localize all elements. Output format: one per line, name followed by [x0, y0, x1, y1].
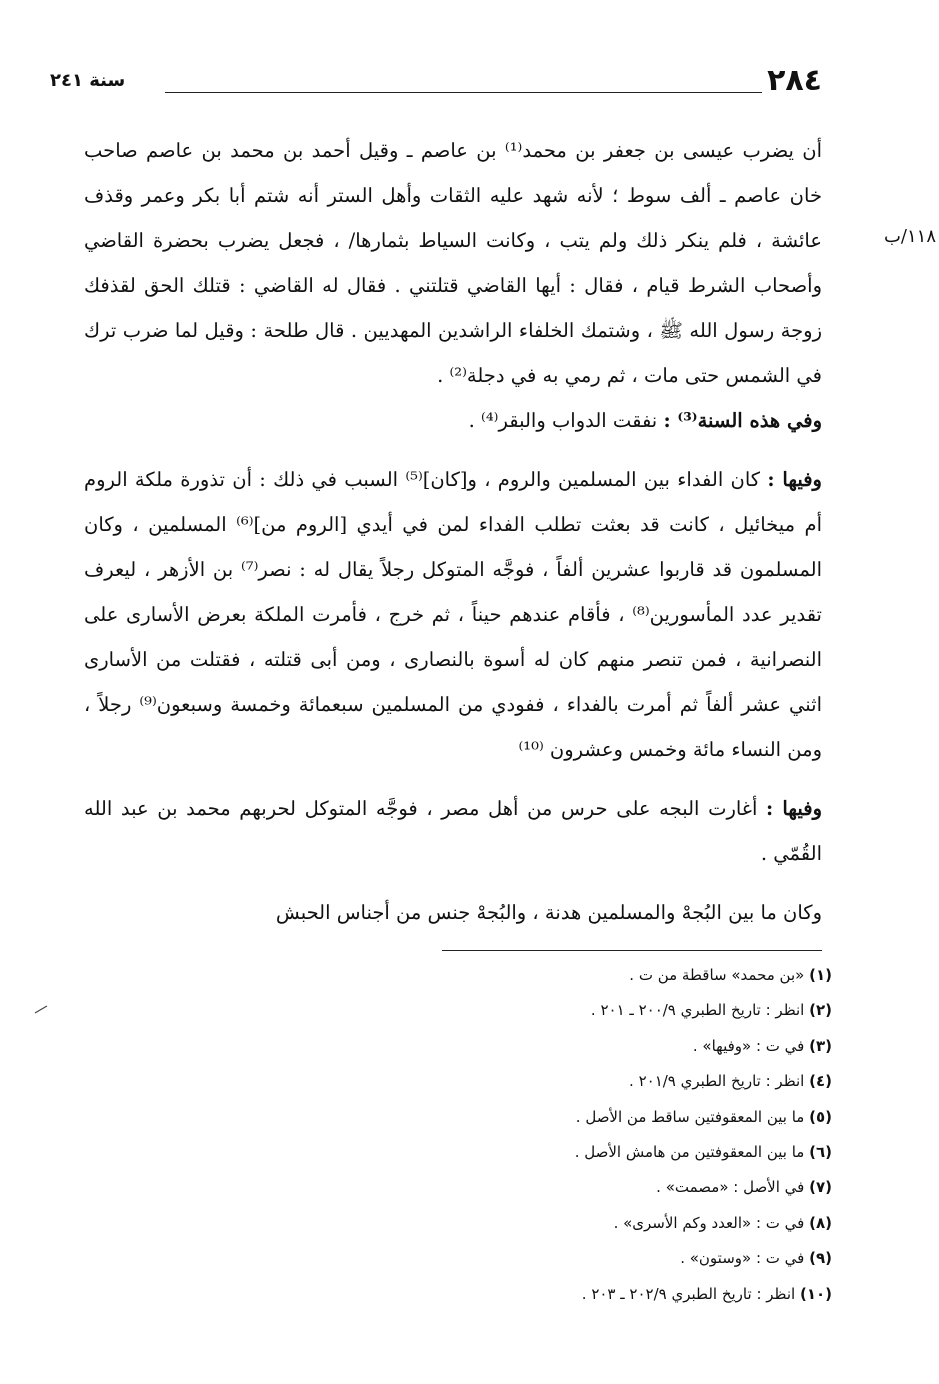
footnote — [420, 1170, 832, 1205]
paragraph-lead: وفيها : — [766, 797, 822, 820]
header-rule — [165, 92, 762, 93]
scan-mark-icon — [34, 1004, 48, 1014]
footnote-text: في ت : «وستون» . — [680, 1249, 805, 1268]
paragraph-lead: وفيها : — [767, 468, 822, 491]
paragraph-text: أغارت البجه على حرس من أهل مصر ، فوجَّه المتوكل لحربهم محمد بن عبد الله القُمّي . — [84, 797, 822, 865]
footnote-text: انظر : تاريخ الطبري ٢٠٠/٩ ـ ٢٠١ . — [590, 1001, 805, 1020]
footnote-number: (٤) — [809, 1072, 832, 1091]
footnote — [420, 1135, 832, 1170]
footnote-number: (٢) — [809, 1001, 832, 1020]
paragraph — [84, 890, 822, 935]
footnote-text: ما بين المعقوفتين من هامش الأصل . — [574, 1142, 805, 1161]
paragraph-text: وكان ما بين البُجهْ والمسلمين هدنة ، والبُجهْ جنس من أجناس الحبش — [275, 901, 822, 924]
page-number: ٢٨٤ — [767, 63, 822, 98]
footnote-text: ما بين المعقوفتين ساقط من الأصل . — [575, 1107, 805, 1126]
footnote — [420, 1206, 832, 1241]
footnote-number: (١٠) — [799, 1284, 832, 1303]
footnote-number: (١) — [809, 966, 832, 984]
footnote-number: (٣) — [809, 1036, 832, 1055]
footnote — [420, 958, 832, 993]
footnote-text: انظر : تاريخ الطبري ٢٠٢/٩ ـ ٢٠٣ . — [581, 1284, 796, 1303]
footnote — [420, 1064, 832, 1099]
running-head: سنة ٢٤١ — [50, 70, 126, 91]
footnote — [420, 993, 832, 1028]
footnote-text: في الأصل : «مصمت» . — [656, 1178, 805, 1197]
footnote-text: في ت : «العدد وكم الأسرى» . — [613, 1213, 805, 1232]
footnote — [420, 1241, 832, 1276]
footnote — [420, 1029, 832, 1064]
footnote — [420, 1277, 832, 1312]
paragraph-lead: وفي هذه السنة⁽³⁾ : — [663, 409, 822, 432]
main-text — [84, 128, 822, 935]
paragraph-text: نفقت الدواب والبقر⁽⁴⁾ . — [468, 409, 664, 432]
paragraph — [84, 398, 822, 443]
page-header — [50, 64, 822, 98]
paragraph — [84, 786, 822, 876]
footnote-rule — [442, 950, 822, 951]
footnote — [420, 1100, 832, 1135]
margin-folio-note: ١١٨/ب — [883, 226, 936, 247]
footnote-number: (٨) — [809, 1213, 832, 1232]
footnote-text: انظر : تاريخ الطبري ٢٠١/٩ . — [629, 1072, 805, 1091]
footnote-number: (٩) — [809, 1249, 832, 1268]
paragraph-text: كان الفداء بين المسلمين والروم ، و[كان]⁽⁵⁾ السبب في ذلك : أن تذورة ملكة الروم أم ميخائيل ، كانت قد بعثت تطلب الفداء لمن في أيدي [الروم من]⁽⁶⁾ المسلمين ، وكان المسلمون قد قاربوا عشرين ألفاً ، فوجَّه المتوكل رجلاً يقال له : نصر⁽⁷⁾ بن الأزهر ، ليعرف تقدير عدد المأسورين⁽⁸⁾ ، فأقام عندهم حيناً ، ثم خرج ، فأمرت الملكة بعرض الأسارى على النصرانية ، فمن تنصر منهم كان له أسوة بالنصارى ، ومن أبى قتلته ، فقتلت من الأسارى اثني عشر ألفاً ثم أمرت بالفداء ، ففودي من المسلمين سبعمائة وخمسة وسبعون⁽⁹⁾ رجلاً ، ومن النساء مائة وخمس وعشرون ⁽¹⁰⁾ — [84, 468, 822, 761]
footnote-number: (٥) — [809, 1107, 832, 1126]
paragraph — [84, 457, 822, 772]
footnote-text: «بن محمد» ساقطة من ت . — [629, 966, 805, 984]
footnote-number: (٧) — [809, 1178, 832, 1197]
footnotes — [420, 958, 832, 1312]
paragraph-text: أن يضرب عيسى بن جعفر بن محمد⁽¹⁾ بن عاصم ـ وقيل أحمد بن محمد بن عاصم صاحب خان عاصم ـ ألف سوط ؛ لأنه شهد عليه الثقات وأهل الستر أنه شتم أبا بكر وعمر وقذف عائشة ، فلم ينكر ذلك ولم يتب ، وكانت السياط بثمارها/ ، فجعل يضرب بحضرة القاضي وأصحاب الشرط قيام ، فقال : أيها القاضي قتلتني . فقال له القاضي : قتلك الحق لقذفك زوجة رسول الله ﷺ ، وشتمك الخلفاء الراشدين المهديين . قال طلحة : وقيل لما ضرب ترك في الشمس حتى مات ، ثم رمي به في دجلة⁽²⁾ . — [84, 139, 822, 387]
paragraph — [84, 128, 822, 398]
footnote-number: (٦) — [809, 1142, 832, 1161]
footnote-text: في ت : «وفيها» . — [692, 1036, 805, 1055]
